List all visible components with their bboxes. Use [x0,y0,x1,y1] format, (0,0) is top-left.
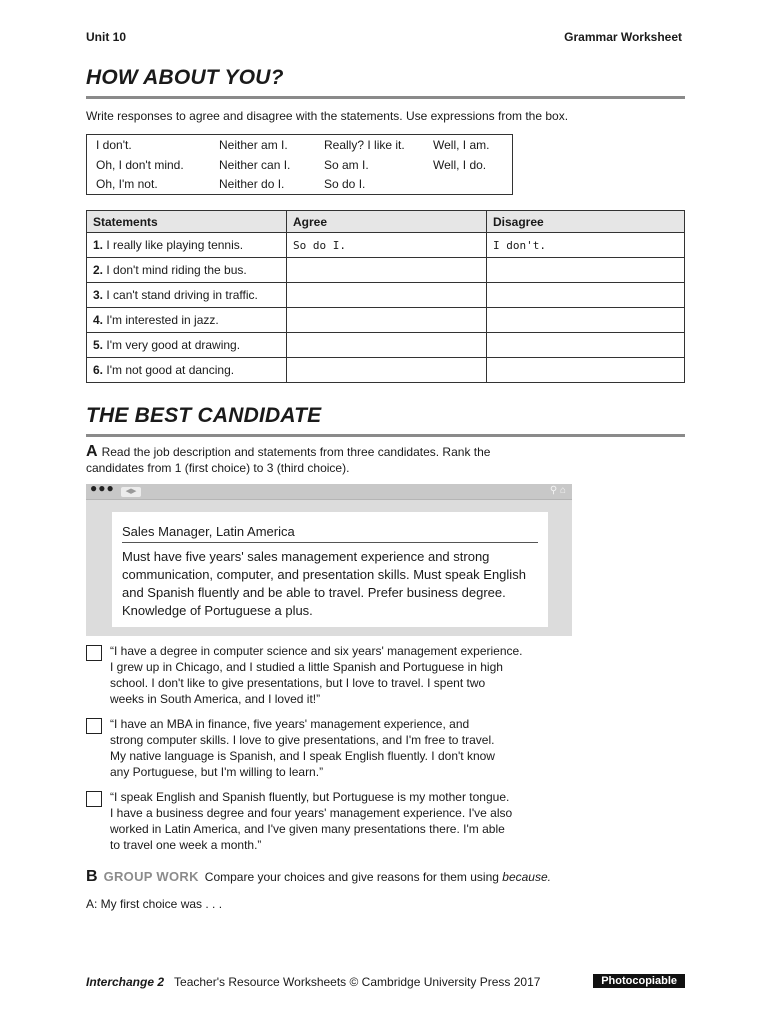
statement-cell [87,258,287,283]
row-number: 4. [93,313,104,327]
expression: Well, I do. [433,158,487,172]
job-title: Sales Manager, Latin America [122,524,295,539]
dialog-prompt: A: My first choice was . . . [86,897,223,911]
expression: Oh, I don't mind. [96,158,184,172]
statement-text: I don't mind riding the bus. [106,263,247,277]
candidate-line: to travel one week a month.” [110,838,262,852]
statement-text: I'm very good at drawing. [106,338,241,352]
statement-text: I can't stand driving in traffic. [106,288,258,302]
agree-cell[interactable] [287,308,487,333]
disagree-cell[interactable] [487,258,685,283]
part-a-line-1: Read the job description and statements from three candidates. Rank the [101,445,491,459]
expression: Neither can I. [219,158,291,172]
table-row [87,358,685,383]
part-b-text: Compare your choices and give reasons for them using [204,870,499,884]
expression: Really? I like it. [324,138,405,152]
expression: Neither do I. [219,177,285,191]
group-work-label: GROUP WORK [103,869,199,884]
part-b-instruction [86,868,551,886]
candidate-line: I have a business degree and four years' management experience. I've also [110,806,513,820]
rank-checkbox[interactable] [86,791,102,807]
statement-cell [87,283,287,308]
candidate-statement [110,716,556,780]
candidate-item [86,643,556,707]
header-disagree: Disagree [487,211,685,233]
agree-cell[interactable] [287,358,487,383]
statement-cell [87,358,287,383]
section-divider [86,96,685,99]
part-a-instruction [86,444,490,476]
statement-text: I really like playing tennis. [106,238,244,252]
statement-cell [87,233,287,258]
candidate-line: weeks in South America, and I loved it!” [110,692,321,706]
rank-checkbox[interactable] [86,645,102,661]
header-agree: Agree [287,211,487,233]
statement-text: I'm not good at dancing. [106,363,235,377]
browser-toolbar [86,481,572,500]
agree-cell[interactable] [287,333,487,358]
section-divider [86,434,685,437]
footer-copyright: Teacher's Resource Worksheets © Cambridge University Press 2017 [174,975,541,989]
rank-checkbox[interactable] [86,718,102,734]
table-row [87,258,685,283]
statements-table [86,210,685,383]
candidate-line: My native language is Spanish, and I speak English fluently. I don't know [110,749,495,763]
agree-cell[interactable]: So do I. [287,233,487,258]
table-row [87,233,685,258]
disagree-cell[interactable] [487,283,685,308]
footer [86,975,685,989]
table-row [87,333,685,358]
job-title-rule [122,542,538,543]
expression: So do I. [324,177,366,191]
candidate-statement [110,789,556,853]
candidate-line: any Portuguese, but I'm willing to learn.” [110,765,324,779]
expression: Well, I am. [433,138,490,152]
candidate-line: worked in Latin America, and I've given many presentations there. I'm able [110,822,505,836]
disagree-cell[interactable] [487,308,685,333]
table-header-row [87,211,685,233]
unit-label: Unit 10 [86,30,127,44]
agree-cell[interactable] [287,283,487,308]
section-title-how-about-you: HOW ABOUT YOU? [86,66,284,89]
candidate-item [86,716,556,780]
job-description-card [112,512,548,627]
agree-cell[interactable] [287,258,487,283]
part-b-letter: B [86,868,98,885]
worksheet-label: Grammar Worksheet [564,30,682,44]
part-b-emphasis: because. [502,870,551,884]
row-number: 2. [93,263,104,277]
candidate-line: “I have an MBA in finance, five years' management experience, and [110,717,470,731]
row-number: 1. [93,238,104,252]
candidate-line: “I have a degree in computer science and six years' management experience. [110,644,523,658]
candidate-line: school. I don't like to give presentations, but I love to travel. I spent two [110,676,486,690]
expression: So am I. [324,158,369,172]
disagree-cell[interactable] [487,358,685,383]
window-dots-icon: ●●● [90,481,115,495]
expressions-box [86,134,513,195]
candidate-line: strong computer skills. I love to give presentations, and I'm free to travel. [110,733,495,747]
part-a-line-2: candidates from 1 (first choice) to 3 (third choice). [86,461,350,475]
row-number: 5. [93,338,104,352]
footer-brand: Interchange 2 [86,975,165,989]
row-number: 6. [93,363,104,377]
expression: I don't. [96,138,132,152]
candidate-line: “I speak English and Spanish fluently, but Portuguese is my mother tongue. [110,790,510,804]
job-description: Must have five years' sales management experience and strong communication, computer, and presentation skills. Must speak English and Spanish fluently and be able to travel. Prefer business degree. Knowledge of Portuguese a plus. [122,549,526,618]
part-a-letter: A [86,443,98,460]
candidate-item [86,789,556,853]
statement-cell [87,308,287,333]
table-row [87,283,685,308]
statement-cell [87,333,287,358]
disagree-cell[interactable]: I don't. [487,233,685,258]
back-forward-icon: ◀▶ [121,487,141,497]
candidate-line: I grew up in Chicago, and I studied a little Spanish and Portuguese in high [110,660,503,674]
expression: Oh, I'm not. [96,177,158,191]
row-number: 3. [93,288,104,302]
candidate-statement [110,643,556,707]
statement-text: I'm interested in jazz. [106,313,219,327]
photocopiable-badge: Photocopiable [593,974,685,988]
header-statements: Statements [87,211,287,233]
instruction-text: Write responses to agree and disagree with the statements. Use expressions from the box. [86,109,569,123]
browser-window [86,481,572,636]
table-row [87,308,685,333]
expression: Neither am I. [219,138,288,152]
disagree-cell[interactable] [487,333,685,358]
search-home-icon: ⚲ ⌂ [549,485,566,496]
section-title-best-candidate: THE BEST CANDIDATE [86,404,322,427]
